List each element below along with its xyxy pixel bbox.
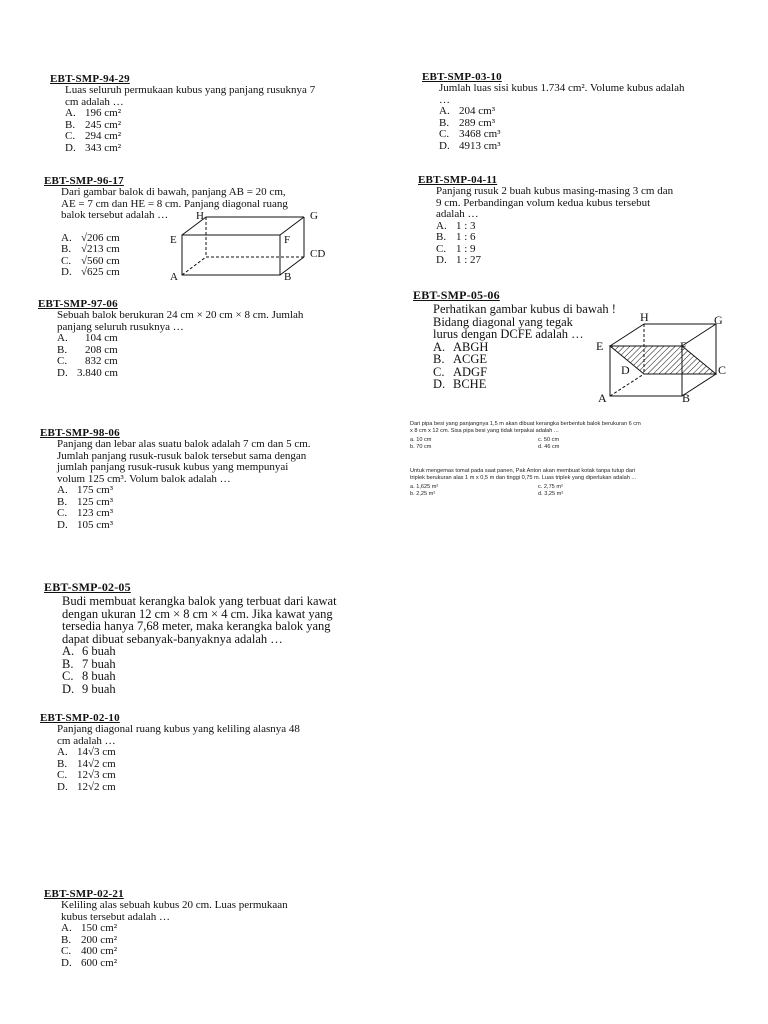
option-a: A. √206 cm bbox=[61, 231, 120, 244]
question-text: Panjang dan lebar alas suatu balok adalah 7 cm dan 5 cm. bbox=[57, 438, 311, 450]
question-text: Luas seluruh permukaan kubus yang panjang rusuknya 7 bbox=[65, 84, 316, 96]
question-text: AE = 7 cm dan HE = 8 cm. Panjang diagonal ruang bbox=[61, 197, 288, 210]
question-text: kubus tersebut adalah … bbox=[61, 910, 171, 923]
question-text: Sebuah balok berukuran 24 cm × 20 cm × 8 cm. Jumlah bbox=[57, 309, 304, 321]
option-c: C. √560 cm bbox=[61, 254, 120, 267]
option-a: A. ABGH bbox=[433, 339, 489, 354]
option-a: A. 175 cm³ bbox=[57, 484, 113, 496]
option-a: a. 10 cm bbox=[410, 437, 432, 443]
option-b: B. 245 cm² bbox=[65, 118, 121, 131]
option-b: B. √213 cm bbox=[61, 243, 120, 255]
question-ebt-smp-97-06 bbox=[38, 298, 303, 379]
option-a: A. 14√3 cm bbox=[57, 746, 116, 758]
question-ebt-smp-03-10 bbox=[422, 71, 685, 152]
question-text: Untuk mengemas tomat pada saat panen, Pak Anton akan membuat kotak tanpa tutup dari bbox=[410, 468, 636, 474]
question-code: EBT-SMP-05-06 bbox=[413, 288, 500, 302]
option-c: C. 1 : 9 bbox=[436, 242, 476, 255]
vertex-label-f: F bbox=[284, 234, 291, 246]
question-text: Panjang diagonal ruang kubus yang keliling alasnya 48 bbox=[57, 723, 300, 735]
vertex-label-b: B bbox=[682, 391, 691, 405]
option-c: C. 8 buah bbox=[62, 669, 116, 683]
question-text: adalah … bbox=[436, 208, 479, 220]
question-ebt-smp-02-10 bbox=[40, 712, 300, 793]
option-d: D. 3.840 cm bbox=[57, 366, 118, 379]
option-d: D. 4913 cm³ bbox=[439, 139, 501, 152]
question-text: Jumlah panjang rusuk-rusuk balok tersebut sama dengan bbox=[57, 449, 307, 462]
cube-diagram bbox=[596, 312, 736, 406]
option-b: B. 14√2 cm bbox=[57, 757, 116, 770]
question-text: x 8 cm x 12 cm. Sisa pipa besi yang tidak terpakai adalah ... bbox=[410, 428, 559, 434]
extra-question-kotak-tomat bbox=[410, 468, 725, 498]
option-b: B. 1 : 6 bbox=[436, 231, 476, 243]
question-text: Perhatikan gambar kubus di bawah ! bbox=[433, 302, 616, 316]
vertex-label-g: G bbox=[714, 313, 723, 327]
question-code: EBT-SMP-04-11 bbox=[418, 174, 498, 186]
option-a: A. 6 buah bbox=[62, 644, 116, 658]
question-code: EBT-SMP-97-06 bbox=[38, 298, 118, 310]
option-a: A. 104 cm bbox=[57, 332, 118, 344]
question-text: balok tersebut adalah … bbox=[61, 209, 169, 221]
option-a: a. 1,625 m² bbox=[410, 484, 439, 490]
question-code: EBT-SMP-02-10 bbox=[40, 712, 120, 724]
question-ebt-smp-02-05 bbox=[44, 580, 337, 695]
option-c: C. 832 cm bbox=[57, 355, 118, 367]
question-text: dapat dibuat sebanyak-banyaknya adalah … bbox=[62, 631, 283, 646]
vertex-label-g: G bbox=[310, 210, 318, 222]
question-code: EBT-SMP-02-05 bbox=[44, 580, 131, 594]
question-code: EBT-SMP-02-21 bbox=[44, 888, 124, 900]
question-text: Dari gambar balok di bawah, panjang AB = 20 cm, bbox=[61, 186, 286, 198]
vertex-label-a: A bbox=[598, 391, 607, 405]
option-a: A. 1 : 3 bbox=[436, 219, 476, 232]
question-text: Budi membuat kerangka balok yang terbuat dari kawat bbox=[62, 594, 337, 608]
question-code: EBT-SMP-03-10 bbox=[422, 71, 502, 83]
option-b: B. 125 cm³ bbox=[57, 495, 113, 508]
option-d: D. √625 cm bbox=[61, 266, 120, 278]
option-b: B. 289 cm³ bbox=[439, 116, 495, 129]
option-d: D. 105 cm³ bbox=[57, 518, 113, 531]
option-c: C. 294 cm² bbox=[65, 130, 121, 142]
question-text: cm adalah … bbox=[65, 95, 124, 108]
option-a: A. 150 cm² bbox=[61, 922, 117, 934]
option-c: C. 3468 cm³ bbox=[439, 128, 501, 140]
question-text: Dari pipa besi yang panjangnya 1,5 m akan dibuat kerangka berbentuk balok berukuran 6 cm bbox=[410, 421, 641, 427]
option-c: C. ADGF bbox=[433, 364, 488, 379]
question-text: panjang seluruh rusuknya … bbox=[57, 320, 184, 333]
option-d: D. 9 buah bbox=[62, 681, 116, 696]
question-text: volum 125 cm³. Volum balok adalah … bbox=[57, 472, 231, 485]
option-c: c. 50 cm bbox=[538, 437, 560, 443]
vertex-label-a: A bbox=[170, 271, 178, 283]
option-d: d. 46 cm bbox=[538, 444, 560, 450]
option-d: d. 3,25 m² bbox=[538, 491, 564, 497]
option-b: B. 208 cm bbox=[57, 343, 118, 356]
option-c: C. 12√3 cm bbox=[57, 769, 116, 781]
vertex-label-c: C bbox=[718, 363, 727, 377]
cuboid-diagram bbox=[160, 205, 340, 285]
question-ebt-smp-04-11 bbox=[418, 174, 673, 267]
question-text: lurus dengan DCFE adalah … bbox=[433, 327, 584, 341]
question-text: tersedia hanya 7,68 meter, maka kerangka balok yang bbox=[62, 619, 331, 633]
question-text: Keliling alas sebuah kubus 20 cm. Luas permukaan bbox=[61, 899, 288, 911]
option-b: B. 200 cm² bbox=[61, 933, 117, 946]
question-text: 9 cm. Perbandingan volum kedua kubus tersebut bbox=[436, 196, 651, 209]
option-d: D. 12√2 cm bbox=[57, 780, 116, 793]
question-ebt-smp-02-21 bbox=[44, 888, 288, 969]
question-ebt-smp-94-29 bbox=[50, 73, 315, 154]
question-text: triplek berukuran alas 1 m x 0,5 m dan tinggi 0,75 m. Luas triplek yang diperlukan adalah ... bbox=[410, 475, 637, 481]
vertex-label-h: H bbox=[640, 310, 649, 324]
question-code: EBT-SMP-96-17 bbox=[44, 175, 124, 187]
question-text: jumlah panjang rusuk-rusuk kubus yang mempunyai bbox=[57, 461, 289, 473]
option-c: c. 2,75 m² bbox=[538, 484, 563, 490]
vertex-label-cd: CD bbox=[310, 248, 326, 260]
vertex-label-b: B bbox=[284, 271, 292, 283]
question-text: cm adalah … bbox=[57, 734, 116, 747]
option-b: b. 70 cm bbox=[410, 444, 432, 450]
vertex-label-e: E bbox=[170, 234, 177, 246]
question-code: EBT-SMP-94-29 bbox=[50, 73, 130, 85]
option-a: A. 196 cm² bbox=[65, 107, 121, 119]
option-d: D. 1 : 27 bbox=[436, 254, 482, 266]
option-d: D. BCHE bbox=[433, 377, 487, 391]
question-text: … bbox=[439, 93, 450, 106]
option-d: D. 343 cm² bbox=[65, 141, 121, 154]
vertex-label-d: D bbox=[621, 363, 630, 377]
question-ebt-smp-05-06 bbox=[413, 288, 616, 391]
option-b: B. ACGE bbox=[433, 352, 488, 366]
question-text: dengan ukuran 12 cm × 8 cm × 4 cm. Jika kawat yang bbox=[62, 606, 333, 621]
vertex-label-e: E bbox=[596, 339, 604, 353]
option-b: B. 7 buah bbox=[62, 656, 116, 671]
question-text: Jumlah luas sisi kubus 1.734 cm². Volume kubus adalah bbox=[439, 82, 685, 94]
option-b: b. 2,25 m² bbox=[410, 491, 436, 497]
option-a: A. 204 cm³ bbox=[439, 105, 495, 117]
vertex-label-h: H bbox=[196, 210, 204, 222]
question-text: Panjang rusuk 2 buah kubus masing-masing 3 cm dan bbox=[436, 185, 674, 197]
option-c: C. 123 cm³ bbox=[57, 507, 113, 519]
extra-question-pipa-besi bbox=[410, 421, 725, 451]
question-text: Bidang diagonal yang tegak bbox=[433, 314, 573, 329]
option-c: C. 400 cm² bbox=[61, 945, 117, 957]
vertex-label-f: F bbox=[680, 339, 687, 353]
question-code: EBT-SMP-98-06 bbox=[40, 427, 120, 439]
question-ebt-smp-98-06 bbox=[40, 427, 311, 531]
option-d: D. 600 cm² bbox=[61, 956, 117, 969]
